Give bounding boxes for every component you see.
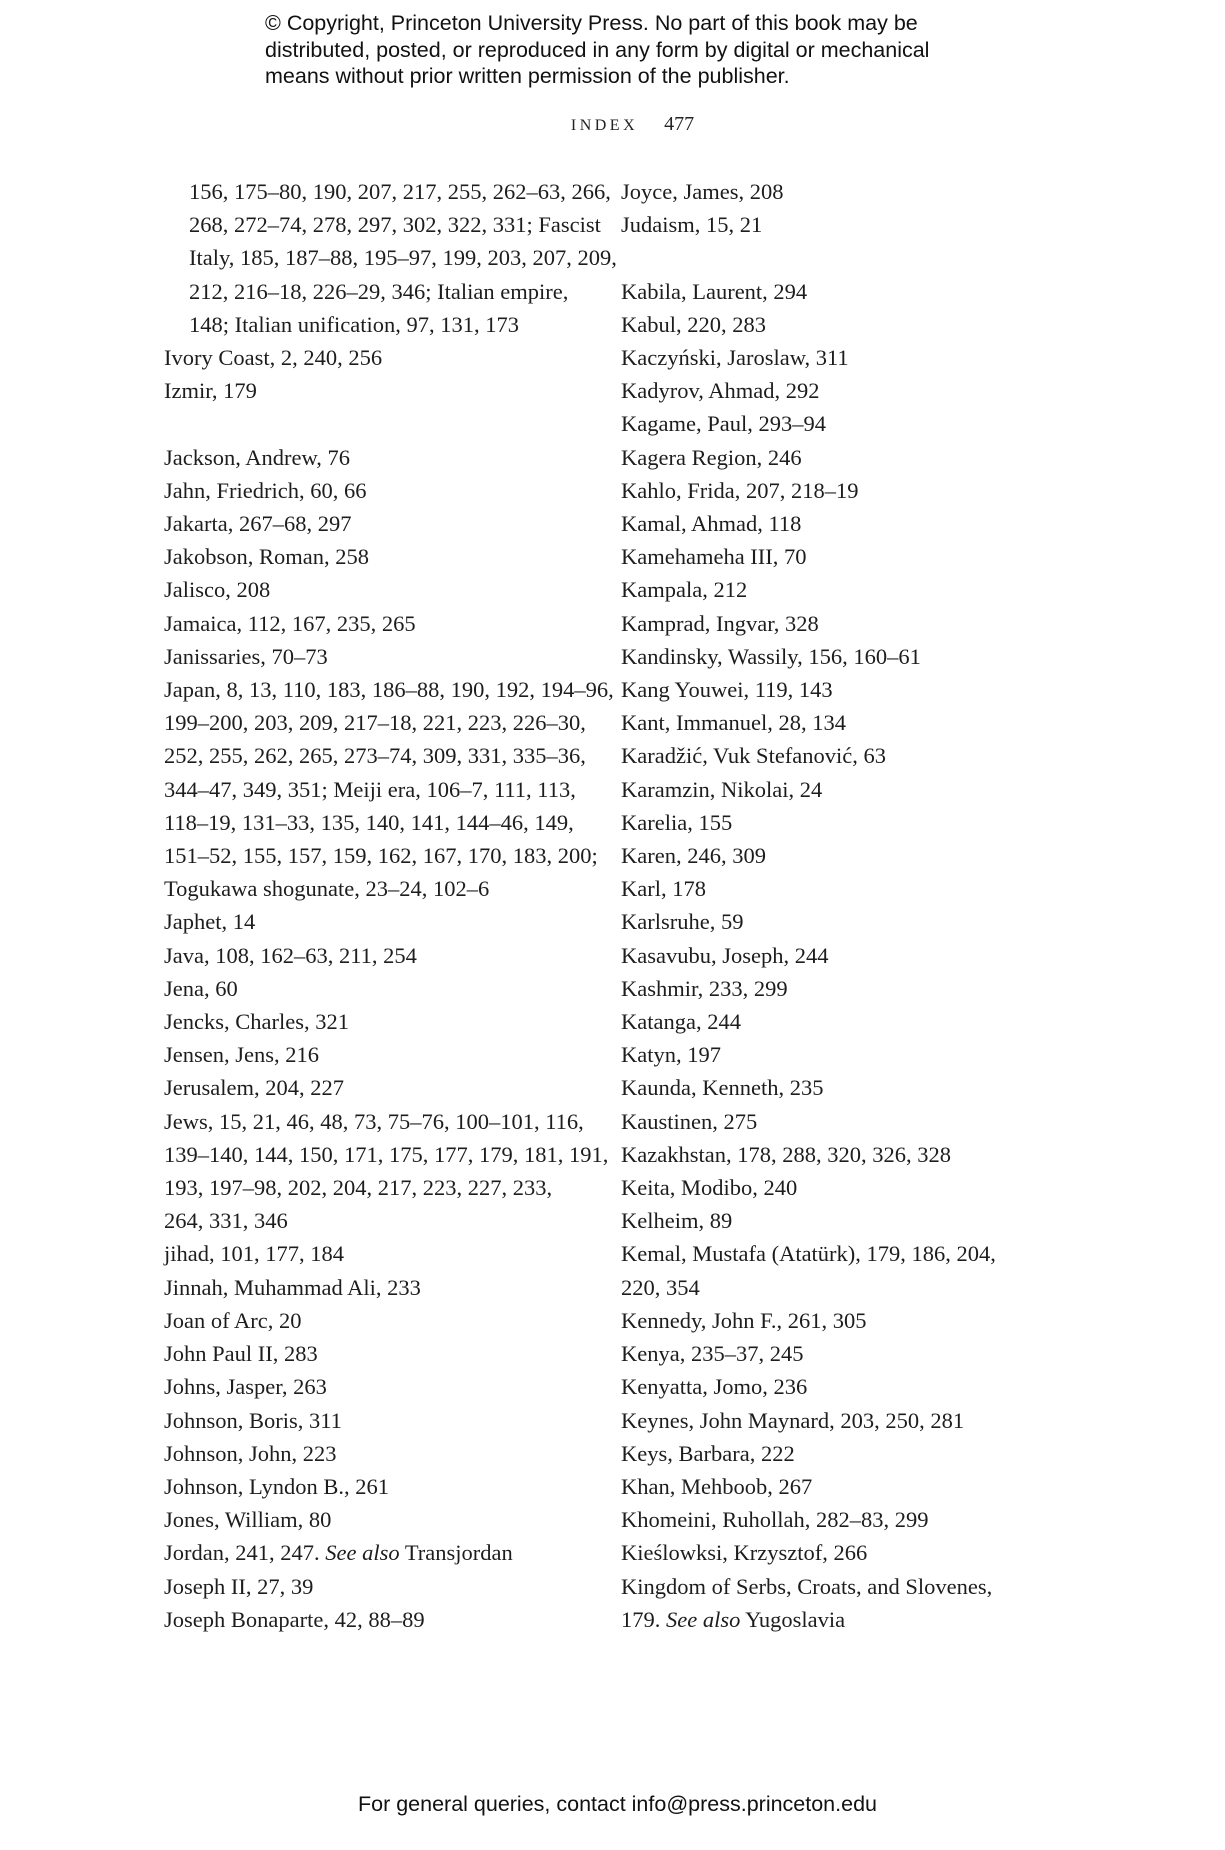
index-entry: Karl, 178 bbox=[621, 876, 706, 902]
index-entry: Karelia, 155 bbox=[621, 809, 733, 835]
index-entry: Kampala, 212 bbox=[621, 577, 748, 603]
index-entry-japan bbox=[164, 673, 614, 905]
index-entry: Keys, Barbara, 222 bbox=[621, 1440, 795, 1466]
index-entry: Katyn, 197 bbox=[621, 1042, 721, 1068]
index-entry: Johns, Jasper, 263 bbox=[164, 1374, 327, 1400]
index-entry: Kagera Region, 246 bbox=[621, 444, 802, 470]
entry-line: Togukawa shogunate, 23–24, 102–6 bbox=[164, 876, 490, 902]
entry-line: 193, 197–98, 202, 204, 217, 223, 227, 233, bbox=[164, 1175, 553, 1201]
copyright-line: distributed, posted, or reproduced in any form by digital or mechanical bbox=[265, 37, 930, 62]
see-also-label: See also bbox=[325, 1540, 400, 1566]
index-entry: Jackson, Andrew, 76 bbox=[164, 444, 351, 470]
index-entry: Kamehameha III, 70 bbox=[621, 544, 807, 570]
index-entry-kingdom-of-serbs bbox=[621, 1570, 1031, 1636]
index-entry: Jerusalem, 204, 227 bbox=[164, 1075, 344, 1101]
index-entry: Keynes, John Maynard, 203, 250, 281 bbox=[621, 1407, 965, 1433]
copyright-line: © Copyright, Princeton University Press. No part of this book may be bbox=[265, 11, 918, 35]
index-entry: Jinnah, Muhammad Ali, 233 bbox=[164, 1274, 421, 1300]
index-entry: Kieślowksi, Krzysztof, 266 bbox=[621, 1540, 868, 1566]
entry-line: Jews, 15, 21, 46, 48, 73, 75–76, 100–101, 116, bbox=[164, 1108, 584, 1134]
index-entry: Kagame, Paul, 293–94 bbox=[621, 411, 826, 437]
index-entry: Jakarta, 267–68, 297 bbox=[164, 511, 352, 537]
index-entry: Kelheim, 89 bbox=[621, 1208, 733, 1234]
index-entry: Jahn, Friedrich, 60, 66 bbox=[164, 477, 367, 503]
index-entry-kemal bbox=[621, 1237, 1031, 1303]
index-entry: Kaunda, Kenneth, 235 bbox=[621, 1075, 824, 1101]
entry-line: Japan, 8, 13, 110, 183, 186–88, 190, 192, 194–96, bbox=[164, 677, 614, 703]
index-entry: Joseph Bonaparte, 42, 88–89 bbox=[164, 1606, 425, 1632]
index-entry: Jones, William, 80 bbox=[164, 1507, 332, 1533]
running-head bbox=[0, 113, 1225, 136]
index-entry-jordan bbox=[164, 1536, 604, 1569]
index-entry: Kashmir, 233, 299 bbox=[621, 975, 788, 1001]
entry-line bbox=[621, 1603, 1031, 1636]
footer-contact: For general queries, contact info@press.princeton.edu bbox=[357, 1792, 877, 1816]
entry-line: 264, 331, 346 bbox=[164, 1208, 288, 1234]
index-entry: Kenyatta, Jomo, 236 bbox=[621, 1374, 808, 1400]
entry-line: 220, 354 bbox=[621, 1274, 700, 1300]
cross-reference: Transjordan bbox=[399, 1540, 513, 1566]
copyright-notice bbox=[265, 10, 1025, 90]
index-entry: Jensen, Jens, 216 bbox=[164, 1042, 319, 1068]
index-entry: Jena, 60 bbox=[164, 975, 238, 1001]
index-entry: Johnson, John, 223 bbox=[164, 1440, 337, 1466]
letter-group-gap bbox=[164, 407, 604, 440]
entry-line: 139–140, 144, 150, 171, 175, 177, 179, 181, 191, bbox=[164, 1141, 609, 1167]
entry-line: 151–52, 155, 157, 159, 162, 167, 170, 183, 200; bbox=[164, 843, 598, 869]
entry-line: Kingdom of Serbs, Croats, and Slovenes, bbox=[621, 1573, 993, 1599]
index-entry: Joan of Arc, 20 bbox=[164, 1307, 302, 1333]
index-entry: Karadžić, Vuk Stefanović, 63 bbox=[621, 743, 887, 769]
index-entry: Kaczyński, Jaroslaw, 311 bbox=[621, 345, 849, 370]
index-entry: jihad, 101, 177, 184 bbox=[164, 1241, 344, 1267]
index-entry: Jalisco, 208 bbox=[164, 577, 271, 603]
index-entry: Johnson, Boris, 311 bbox=[164, 1407, 342, 1433]
index-entry: Kang Youwei, 119, 143 bbox=[621, 677, 833, 703]
see-also-label: See also bbox=[666, 1606, 741, 1632]
index-entry: Jamaica, 112, 167, 235, 265 bbox=[164, 610, 416, 636]
copyright-line: means without prior written permission of the publisher. bbox=[265, 64, 790, 88]
entry-line: 148; Italian unification, 97, 131, 173 bbox=[189, 311, 519, 337]
entry-text: 179. bbox=[621, 1606, 666, 1632]
entry-line: 252, 255, 262, 265, 273–74, 309, 331, 335–36, bbox=[164, 743, 586, 769]
entry-line: 156, 175–80, 190, 207, 217, 255, 262–63, 266, bbox=[189, 179, 611, 204]
index-entry: Joyce, James, 208 bbox=[621, 179, 784, 204]
index-entry: Kahlo, Frida, 207, 218–19 bbox=[621, 477, 859, 503]
index-entry: Kennedy, John F., 261, 305 bbox=[621, 1307, 867, 1333]
index-entry: Kazakhstan, 178, 288, 320, 326, 328 bbox=[621, 1141, 951, 1167]
index-entry: Kenya, 235–37, 245 bbox=[621, 1341, 804, 1367]
index-entry: Kamprad, Ingvar, 328 bbox=[621, 610, 819, 636]
index-entry: Jakobson, Roman, 258 bbox=[164, 544, 369, 570]
index-entry: Karamzin, Nikolai, 24 bbox=[621, 776, 823, 802]
entry-line: 118–19, 131–33, 135, 140, 141, 144–46, 149, bbox=[164, 809, 574, 835]
index-column-right bbox=[621, 175, 1031, 1636]
index-entry: John Paul II, 283 bbox=[164, 1341, 318, 1367]
index-entry: Kamal, Ahmad, 118 bbox=[621, 511, 802, 537]
index-entry-italy-continued bbox=[164, 175, 617, 341]
entry-line: 199–200, 203, 209, 217–18, 221, 223, 226–30, bbox=[164, 710, 586, 736]
index-entry: Izmir, 179 bbox=[164, 378, 257, 404]
page-number: 477 bbox=[664, 113, 695, 135]
index-entry: Judaism, 15, 21 bbox=[621, 212, 763, 238]
running-head-label: INDEX bbox=[570, 117, 639, 134]
cross-reference: Yugoslavia bbox=[740, 1606, 846, 1632]
index-entry: Keita, Modibo, 240 bbox=[621, 1175, 798, 1201]
index-entry: Karlsruhe, 59 bbox=[621, 909, 744, 935]
index-entry: Johnson, Lyndon B., 261 bbox=[164, 1473, 390, 1499]
index-entry: Kabul, 220, 283 bbox=[621, 311, 766, 337]
index-entry: Kaustinen, 275 bbox=[621, 1108, 758, 1134]
index-entry: Karen, 246, 309 bbox=[621, 843, 766, 869]
index-entry: Japhet, 14 bbox=[164, 909, 256, 935]
entry-line: 268, 272–74, 278, 297, 302, 322, 331; Fascist bbox=[189, 212, 601, 238]
index-entry: Kabila, Laurent, 294 bbox=[621, 278, 808, 304]
index-entry: Kasavubu, Joseph, 244 bbox=[621, 942, 829, 968]
index-entry: Kandinsky, Wassily, 156, 160–61 bbox=[621, 643, 921, 669]
index-entry: Ivory Coast, 2, 240, 256 bbox=[164, 345, 383, 371]
index-entry: Joseph II, 27, 39 bbox=[164, 1573, 314, 1599]
index-entry: Khan, Mehboob, 267 bbox=[621, 1473, 813, 1499]
index-entry-jews bbox=[164, 1105, 609, 1238]
entry-line: Italy, 185, 187–88, 195–97, 199, 203, 207, 209, bbox=[189, 245, 617, 271]
index-entry: Khomeini, Ruhollah, 282–83, 299 bbox=[621, 1507, 929, 1533]
index-entry: Kadyrov, Ahmad, 292 bbox=[621, 378, 820, 404]
letter-group-gap bbox=[621, 241, 1031, 274]
entry-line: 344–47, 349, 351; Meiji era, 106–7, 111, 113, bbox=[164, 776, 576, 802]
index-entry: Jencks, Charles, 321 bbox=[164, 1009, 349, 1035]
index-column-left bbox=[164, 175, 617, 1636]
entry-text: Jordan, 241, 247. bbox=[164, 1540, 326, 1566]
entry-line: Kemal, Mustafa (Atatürk), 179, 186, 204, bbox=[621, 1241, 996, 1267]
entry-line: 212, 216–18, 226–29, 346; Italian empire, bbox=[189, 278, 569, 304]
index-entry: Kant, Immanuel, 28, 134 bbox=[621, 710, 846, 736]
index-entry: Janissaries, 70–73 bbox=[164, 643, 328, 669]
index-entry: Java, 108, 162–63, 211, 254 bbox=[164, 942, 417, 968]
index-entry: Katanga, 244 bbox=[621, 1009, 741, 1035]
